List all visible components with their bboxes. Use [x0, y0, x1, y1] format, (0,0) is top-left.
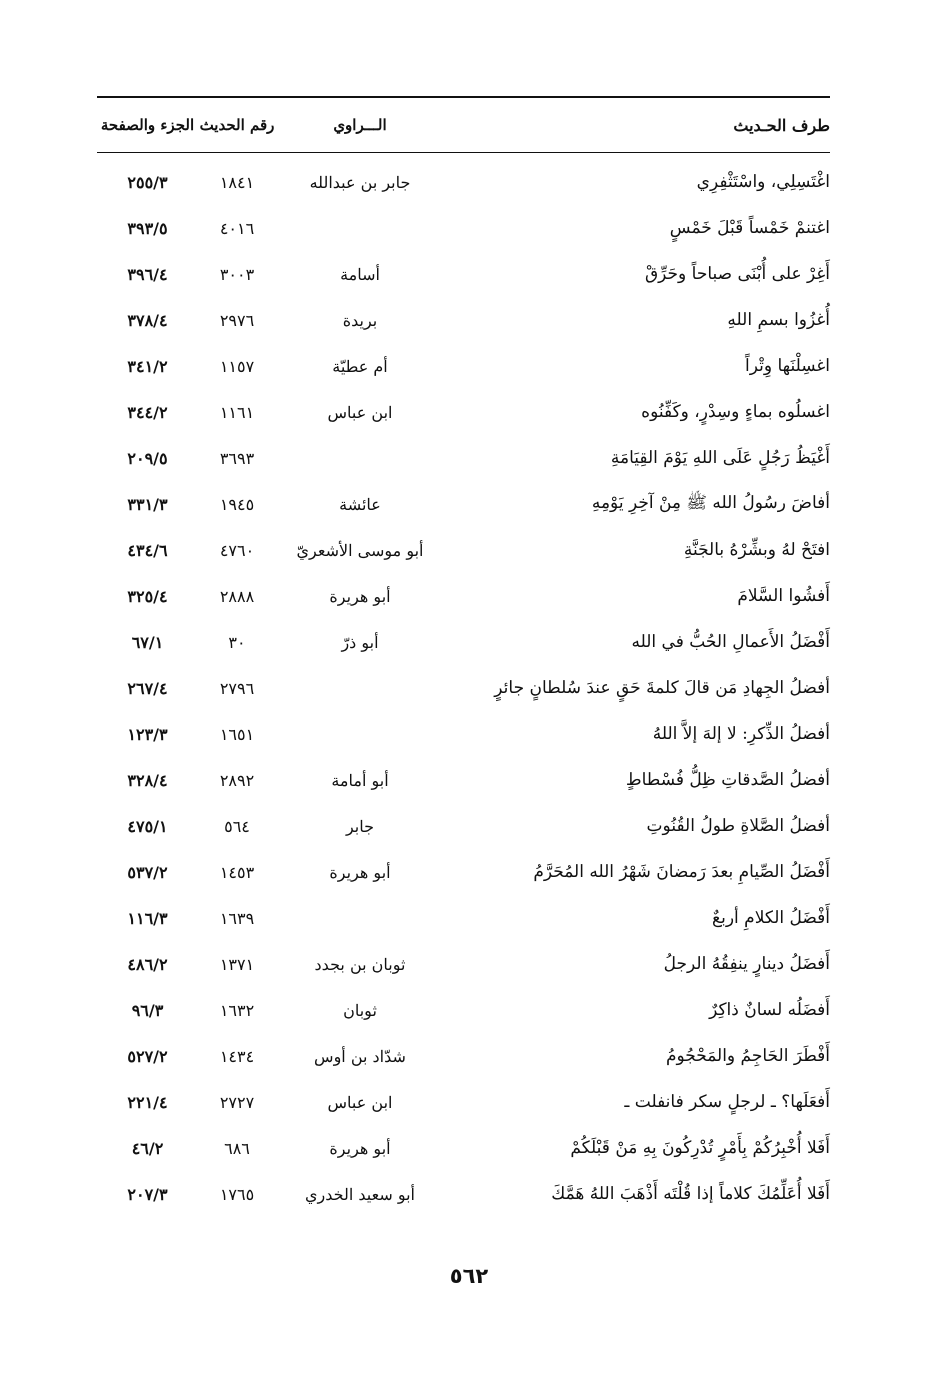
hadith-text: أَفْطَرَ الحَاجِمُ والمَحْجُومُ	[665, 1046, 830, 1066]
table-row	[97, 757, 830, 803]
table-row	[97, 297, 830, 343]
narrator: ابن عباس	[327, 1092, 393, 1112]
table-row	[97, 527, 830, 573]
hadith-text: أَفشُوا السَّلامَ	[737, 586, 830, 606]
table-row	[97, 987, 830, 1033]
volume-page: ١٢٣/٣	[127, 724, 168, 744]
table-header	[97, 98, 830, 153]
hadith-text: افتَحْ لهُ وبشِّرْهُ بالجَنَّةِ	[683, 540, 830, 560]
hadith-number: ٣٠٠٣	[219, 264, 255, 284]
hadith-number: ١٣٧١	[219, 954, 255, 974]
narrator: ثوبان	[343, 1000, 377, 1020]
volume-page: ٤٧٥/١	[127, 816, 168, 836]
hadith-text: أفضلُ الصَّدقاتِ ظِلُّ فُسْطاطٍ	[625, 770, 830, 790]
hadith-number: ١١٥٧	[219, 356, 255, 376]
hadith-number: ٣٠	[228, 632, 246, 652]
volume-page: ٣٧٨/٤	[127, 310, 168, 330]
narrator: جابر بن عبدالله	[309, 172, 411, 192]
narrator: أبو هريرة	[329, 862, 391, 882]
hadith-text: أَفَلا أُخْبِرُكُمْ بِأَمْرٍ تُدْرِكُونَ بِهِ مَنْ قَبْلَكُمْ	[570, 1138, 830, 1158]
table-row	[97, 1033, 830, 1079]
narrator: شدّاد بن أوس	[314, 1046, 406, 1066]
volume-page: ٢٠٩/٥	[127, 448, 168, 468]
volume-page: ٩٦/٣	[131, 1000, 164, 1020]
volume-page: ٢٢١/٤	[127, 1092, 168, 1112]
page-number: ٥٦٢	[449, 1264, 489, 1288]
hadith-number: ٦٨٦	[224, 1138, 250, 1158]
hadith-text: أَفْضَلُ الصِّيامِ بعدَ رَمضانَ شَهْرُ الله المُحَرَّمُ	[533, 862, 830, 882]
hadith-number: ٢٨٨٨	[219, 586, 255, 606]
hadith-text: أَفعَلَها؟ ـ لرجلٍ سكر فانفلت ـ	[624, 1092, 830, 1112]
hadith-number: ٢٧٩٦	[219, 678, 255, 698]
narrator: أبو سعيد الخدري	[305, 1184, 415, 1204]
volume-page: ٣٩٣/٥	[127, 218, 168, 238]
hadith-number: ١٩٤٥	[219, 494, 255, 514]
table-row	[97, 205, 830, 251]
volume-page: ٢٠٧/٣	[127, 1184, 168, 1204]
volume-page: ٤٦/٢	[131, 1138, 164, 1158]
narrator: جابر	[345, 816, 375, 836]
table-row	[97, 941, 830, 987]
hadith-number: ١٦٥١	[219, 724, 255, 744]
header-volume-page: الجزء والصفحة	[100, 116, 195, 134]
index-page	[97, 96, 830, 1217]
narrator: أم عطيّة	[332, 356, 388, 376]
narrator: أبو هريرة	[329, 586, 391, 606]
hadith-number: ١٤٣٤	[219, 1046, 255, 1066]
table-row	[97, 481, 830, 527]
hadith-number: ٣٦٩٣	[219, 448, 255, 468]
volume-page: ٢٦٧/٤	[127, 678, 168, 698]
table-row	[97, 1125, 830, 1171]
narrator: ابن عباس	[327, 402, 393, 422]
narrator: عائشة	[339, 494, 381, 514]
hadith-number: ١٧٦٥	[219, 1184, 255, 1204]
narrator: أبو موسى الأشعريّ	[296, 540, 424, 560]
hadith-text: أفاضَ رسُولُ الله ﷺ مِنْ آخِرِ يَوْمِهِ	[591, 492, 830, 513]
table-body	[97, 153, 830, 1217]
hadith-text: اغسلُوه بماءٍ وسِدْرٍ، وكَفِّنُوه	[641, 402, 830, 422]
hadith-text: أفضلُ الذِّكرِ: لا إلهَ إلاَّ اللهُ	[652, 724, 830, 744]
hadith-text: اغتنمْ خَمْساً قَبْلَ خَمْسٍ	[669, 218, 830, 238]
hadith-text: اغسِلْنَها وِتْراً	[745, 356, 830, 376]
volume-page: ٦٧/١	[131, 632, 164, 652]
table-row	[97, 1171, 830, 1217]
table-row	[97, 435, 830, 481]
hadith-text: أَغْيَظُ رَجُلٍ عَلَى اللهِ يَوْمَ القِيَامَةِ	[610, 448, 830, 468]
hadith-number: ١٦٣٩	[219, 908, 255, 928]
hadith-text: أَفضَلُ دينارٍ ينفِقُهُ الرجلُ	[663, 954, 830, 974]
table-row	[97, 251, 830, 297]
narrator: أبو ذرّ	[341, 632, 379, 652]
hadith-text: أَغِرْ على أُبْنَى صباحاً وحَرِّقْ	[644, 264, 830, 284]
header-rawi: الـــراوي	[333, 116, 387, 134]
narrator: أبو أمامة	[331, 770, 389, 790]
header-number: رقم الحديث	[199, 116, 275, 134]
hadith-text: أَفضَلُه لسانٌ ذاكِرٌ	[709, 1000, 830, 1020]
hadith-number: ١٦٣٢	[219, 1000, 255, 1020]
volume-page: ٢٥٥/٣	[127, 172, 168, 192]
table-row	[97, 711, 830, 757]
table-row	[97, 389, 830, 435]
narrator: ثوبان بن بجدد	[314, 954, 406, 974]
hadith-number: ١١٦١	[219, 402, 255, 422]
narrator: بريدة	[342, 310, 378, 330]
narrator: أسامة	[340, 264, 380, 284]
volume-page: ٣٣١/٣	[127, 494, 168, 514]
table-row	[97, 665, 830, 711]
table-row	[97, 849, 830, 895]
table-row	[97, 573, 830, 619]
hadith-number: ١٤٥٣	[219, 862, 255, 882]
volume-page: ٣٤٤/٢	[127, 402, 168, 422]
table-row	[97, 895, 830, 941]
hadith-number: ١٨٤١	[219, 172, 255, 192]
volume-page: ٣٤١/٢	[127, 356, 168, 376]
volume-page: ٣٢٥/٤	[127, 586, 168, 606]
volume-page: ٥٣٧/٢	[127, 862, 168, 882]
hadith-number: ٤٠١٦	[219, 218, 255, 238]
table-row	[97, 619, 830, 665]
hadith-text: أفضلُ الصَّلاةِ طولُ القُنُوتِ	[646, 816, 830, 836]
hadith-text: أفضلُ الجِهادِ مَن قالَ كلمةَ حَقٍ عندَ سُلطانٍ جائرٍ	[494, 678, 830, 698]
header-hadith: طرف الحـديث	[733, 115, 830, 135]
table-row	[97, 343, 830, 389]
volume-page: ٣٩٦/٤	[127, 264, 168, 284]
table-row	[97, 803, 830, 849]
volume-page: ١١٦/٣	[127, 908, 168, 928]
table-row	[97, 159, 830, 205]
volume-page: ٤٨٦/٢	[127, 954, 168, 974]
hadith-text: أَفْضَلُ الكلامِ أربعٌ	[712, 908, 830, 928]
hadith-text: أَفَلا أُعَلِّمُكَ كلاماً إذا قُلْتَه أَذْهَبَ اللهُ هَمَّكَ	[551, 1184, 830, 1204]
narrator: أبو هريرة	[329, 1138, 391, 1158]
volume-page: ٤٣٤/٦	[127, 540, 168, 560]
hadith-number: ٤٧٦٠	[219, 540, 255, 560]
table-row	[97, 1079, 830, 1125]
hadith-number: ٢٧٢٧	[219, 1092, 255, 1112]
hadith-number: ٥٦٤	[224, 816, 250, 836]
volume-page: ٣٢٨/٤	[127, 770, 168, 790]
hadith-text: أَفْضَلُ الأَعمالِ الحُبُّ في الله	[631, 632, 830, 652]
hadith-text: اغْتَسِلِي، واسْتَثْفِرِي	[696, 172, 830, 192]
volume-page: ٥٢٧/٢	[127, 1046, 168, 1066]
hadith-number: ٢٩٧٦	[219, 310, 255, 330]
hadith-number: ٢٨٩٢	[219, 770, 255, 790]
hadith-text: أُغزُوا بسمِ اللهِ	[727, 310, 830, 330]
